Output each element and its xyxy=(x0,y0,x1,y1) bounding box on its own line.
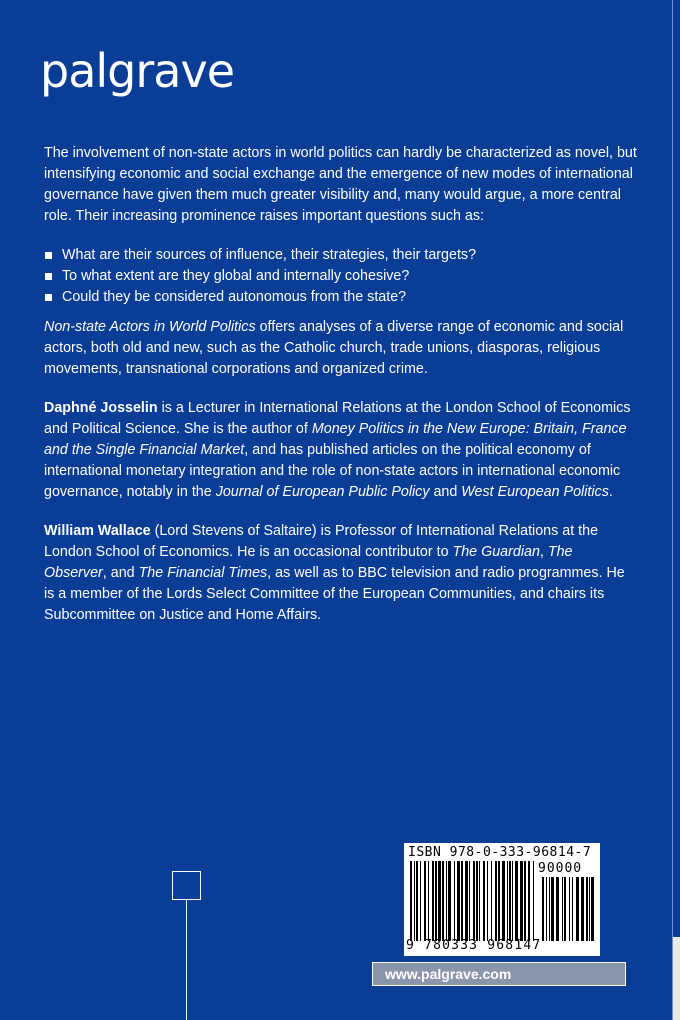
author1-bio: , and has published articles on the political economy of international monetary integration and the role of non-state actors in international economic governance, notably in the xyxy=(44,442,621,500)
barcode-bar xyxy=(498,861,500,941)
barcode-bar xyxy=(473,861,475,941)
decorative-line xyxy=(186,900,187,1020)
barcode-bar xyxy=(410,861,412,941)
addon-bars xyxy=(542,877,596,941)
barcode-bar xyxy=(416,861,418,941)
author2-bio: , as well as to BBC television and radio programmes. He is a member of the Lords Select Committee of the European Communities, and chairs its Subcommittee on Justice and Home Affairs. xyxy=(44,565,625,623)
barcode-bar xyxy=(414,861,415,941)
barcode-bar xyxy=(556,877,559,941)
barcode-bar xyxy=(420,861,421,941)
barcode-bar xyxy=(586,877,588,941)
book-summary-paragraph xyxy=(44,317,638,380)
barcode-bar xyxy=(502,861,505,941)
back-cover-text xyxy=(44,143,638,644)
barcode-bar xyxy=(469,861,470,941)
barcode-bar xyxy=(569,877,570,941)
barcode-bar xyxy=(549,877,550,941)
barcode-bar xyxy=(520,861,523,941)
author2-name: William Wallace xyxy=(44,523,151,539)
barcode-bar xyxy=(533,861,534,941)
journal-title: Journal of European Public Policy xyxy=(215,484,430,500)
isbn-barcode xyxy=(404,843,600,956)
book-title: Non-state Actors in World Politics xyxy=(44,319,256,335)
barcode-bar xyxy=(454,861,455,941)
author1-paragraph xyxy=(44,398,638,503)
barcode-bar xyxy=(495,861,497,941)
barcode-bar xyxy=(448,861,451,941)
newspaper-title: The Guardian xyxy=(452,544,540,560)
journal-title: West European Politics xyxy=(461,484,609,500)
barcode-bar xyxy=(428,861,429,941)
question-item: What are their sources of influence, their strategies, their targets? xyxy=(44,245,638,266)
barcode-bar xyxy=(581,877,584,941)
barcode-bar xyxy=(461,861,463,941)
barcode-bar xyxy=(572,877,573,941)
barcode-bar xyxy=(446,861,447,941)
ean-bars xyxy=(410,861,534,941)
ean-digits: 9 780333 968147 xyxy=(406,938,542,953)
barcode-bar xyxy=(542,877,544,941)
barcode-bar xyxy=(546,877,547,941)
barcode-bar xyxy=(591,877,594,941)
author1-bio: and xyxy=(429,484,462,500)
barcode-bar xyxy=(435,861,437,941)
barcode-bar xyxy=(512,861,513,941)
barcode-bar xyxy=(491,861,492,941)
barcode-bar xyxy=(562,877,563,941)
decorative-square xyxy=(172,871,201,900)
question-item: To what extent are they global and internally cohesive? xyxy=(44,266,638,287)
author2-bio: , xyxy=(539,544,548,560)
barcode-bar xyxy=(465,861,468,941)
question-item: Could they be considered autonomous from the state? xyxy=(44,287,638,308)
price-code: 90000 xyxy=(538,861,583,876)
barcode-bar xyxy=(509,861,511,941)
newspaper-title: The Observer xyxy=(44,544,573,581)
barcode-bar xyxy=(576,877,579,941)
website-url[interactable]: www.palgrave.com xyxy=(385,966,512,982)
author1-bio: . xyxy=(608,484,613,500)
author2-bio: , and xyxy=(102,565,139,581)
barcode-bar xyxy=(457,861,460,941)
barcode-bar xyxy=(432,861,434,941)
barcode-bar xyxy=(479,861,480,941)
author1-work: Money Politics in the New Europe: Britain, France and the Single Financial Market xyxy=(44,421,627,458)
barcode-bar xyxy=(528,861,530,941)
barcode-bar xyxy=(507,861,508,941)
barcode-bar xyxy=(487,861,488,941)
barcode-bar xyxy=(589,877,590,941)
barcode-bar xyxy=(515,861,518,941)
author2-bio: (Lord Stevens of Saltaire) is Professor of International Relations at the London School of Economics. He is an occasional contributor to xyxy=(44,523,599,560)
book-summary: offers analyses of a diverse range of economic and social actors, both old and new, such as the Catholic church, trade unions, diasporas, religious movements, transnational corporations and organized crime. xyxy=(44,319,624,377)
barcode-bar xyxy=(424,861,426,941)
barcode-bar xyxy=(483,861,485,941)
palgrave-logo: palgrave xyxy=(40,44,234,98)
right-edge-rule xyxy=(672,0,673,1020)
barcode-bar xyxy=(442,861,444,941)
barcode-bar xyxy=(438,861,441,941)
question-list xyxy=(44,245,638,308)
isbn-label: ISBN 978-0-333-96814-7 xyxy=(408,845,592,860)
scan-edge-strip xyxy=(673,937,680,1020)
barcode-bar xyxy=(551,877,554,941)
newspaper-title: The Financial Times xyxy=(138,565,268,581)
website-bar xyxy=(372,962,626,986)
barcode-bar xyxy=(476,861,478,941)
barcode-bar xyxy=(564,877,566,941)
author1-bio: is a Lecturer in International Relations at the London School of Economics and Political Science. She is the author of xyxy=(44,400,631,437)
author2-paragraph xyxy=(44,521,638,626)
intro-paragraph: The involvement of non-state actors in world politics can hardly be characterized as novel, but intensifying economic and social exchange and the emergence of new modes of international governance have given them much greater visibility and, many would argue, a more central role. Their increasing prominence raises important questions such as: xyxy=(44,145,637,224)
author1-name: Daphné Josselin xyxy=(44,400,158,416)
barcode-bar xyxy=(524,861,526,941)
